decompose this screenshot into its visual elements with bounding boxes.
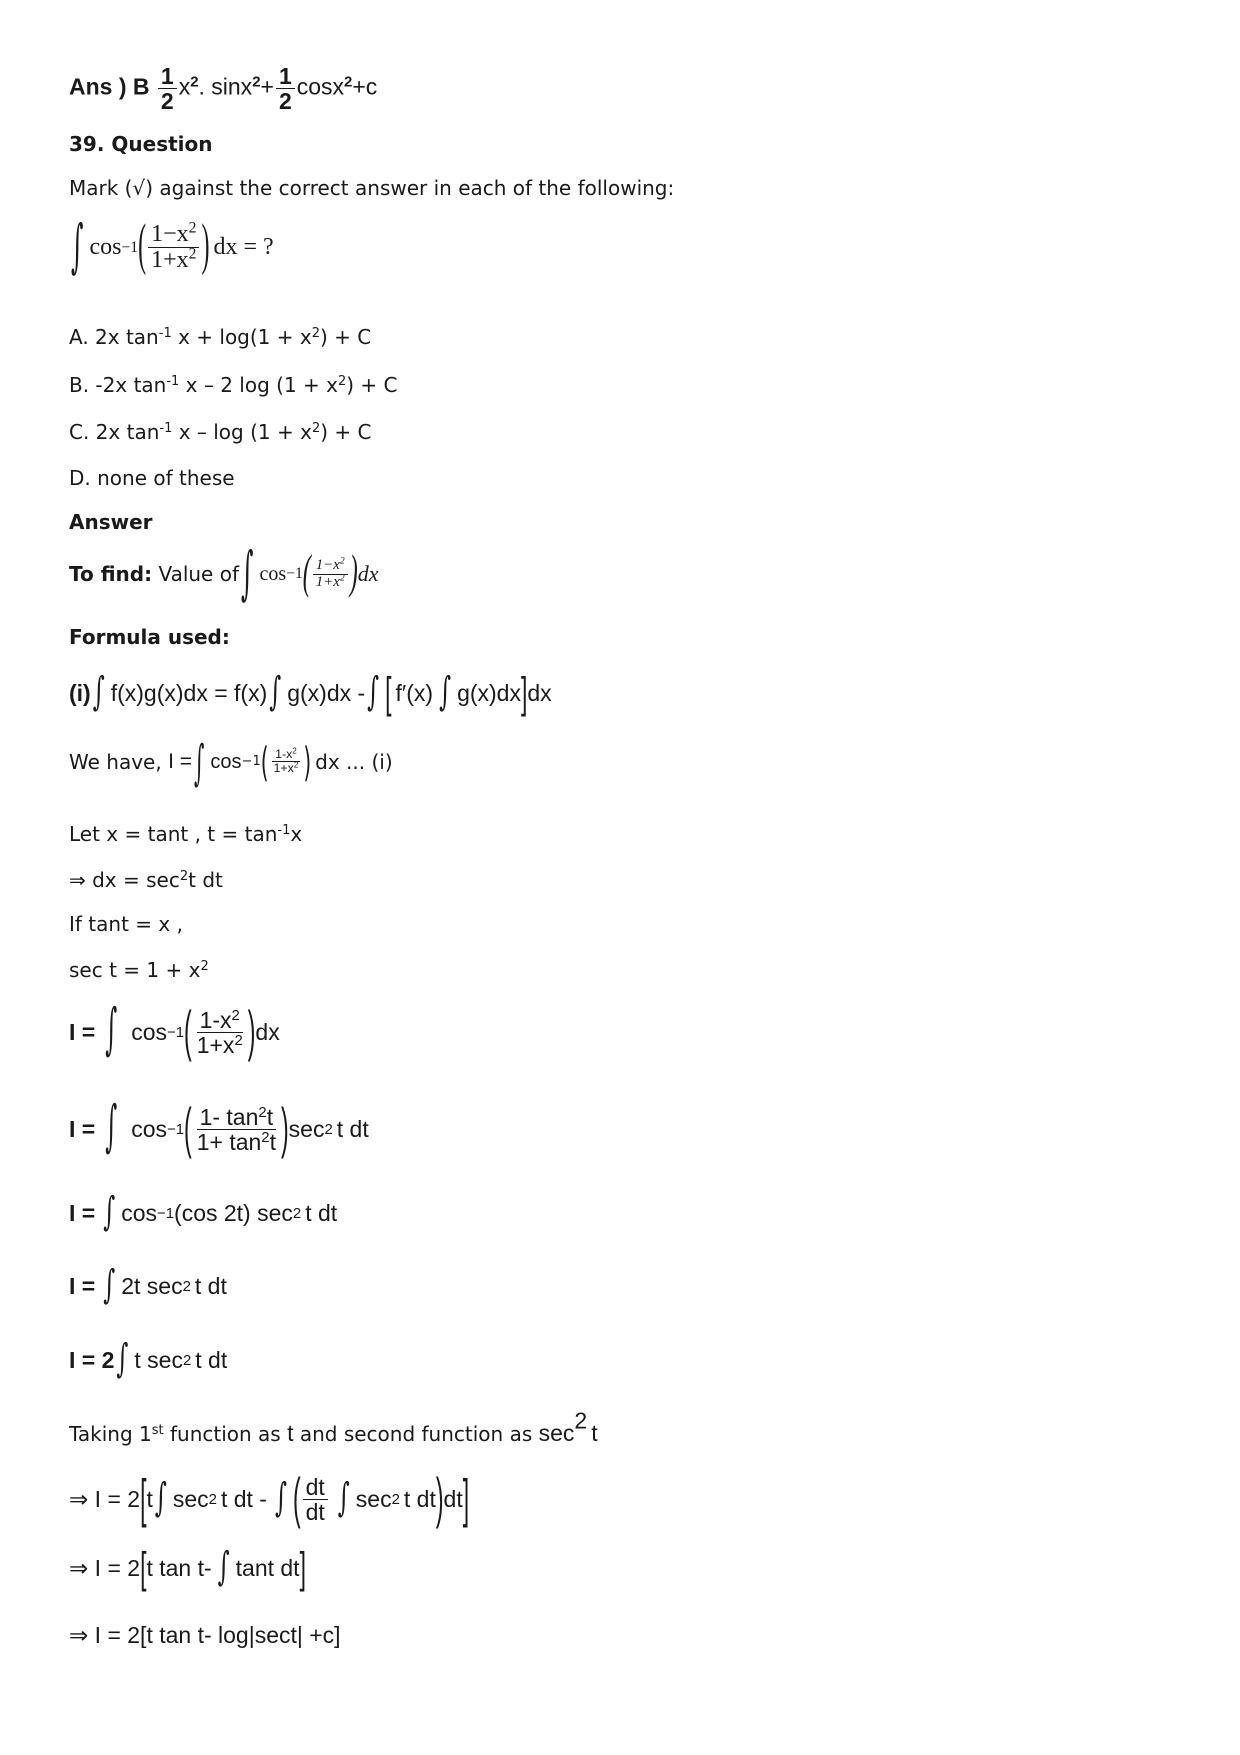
exponent: 2: [190, 73, 199, 91]
option-text: D. none of these: [69, 466, 235, 490]
option-text: A. 2x tan: [69, 325, 159, 349]
to-find-text: Value of: [158, 562, 239, 587]
formula-mid: g(x)dx -: [287, 680, 366, 706]
step-1: I = ∫ cos −1 ( $\frac{1-x^2}{1+x^2}$ ) dx: [69, 1008, 280, 1057]
right-bracket: ]: [299, 1542, 306, 1592]
taking-sup: st: [151, 1422, 164, 1438]
integral-sign: ∫: [241, 539, 254, 607]
taking-text: Taking 1: [69, 1422, 152, 1446]
right-bracket: ]: [462, 1467, 470, 1528]
step-body: (cos 2t) sec: [174, 1200, 293, 1226]
numerator-exp: 2: [188, 219, 197, 237]
step-body: t sec: [134, 1347, 183, 1373]
equation-lhs: I =: [69, 1018, 96, 1045]
equation-lhs: ⇒ I = 2: [69, 1555, 141, 1581]
final-inner: sec: [355, 1485, 392, 1512]
option-sup: -1: [166, 373, 180, 389]
option-text: ) + C: [320, 325, 372, 349]
equation-lhs: I =: [69, 1115, 96, 1142]
formula-label: Formula used:: [69, 625, 230, 649]
numerator-exp: 2: [258, 1103, 267, 1121]
formula-lhs: f(x)g(x)dx = f(x): [110, 680, 268, 706]
integral-sign: ∫: [194, 732, 205, 791]
final-t: t: [146, 1485, 153, 1512]
denominator-exp: 2: [234, 1031, 243, 1049]
left-paren: (: [184, 999, 192, 1062]
option-text: ) + C: [320, 420, 372, 444]
final-body: t tan t-: [146, 1555, 212, 1581]
numerator-text: 1- tan: [199, 1104, 259, 1130]
left-bracket: [: [140, 1542, 147, 1592]
option-text: x – 2 log (1 + x: [179, 373, 338, 397]
if-line: If tant = x ,: [69, 912, 183, 936]
fraction-numerator: dt: [303, 1475, 328, 1500]
fraction-denominator: 2: [278, 88, 292, 115]
fraction-numerator: [197, 1008, 243, 1033]
step-4: I = ∫ 2t sec 2 t dt: [69, 1273, 227, 1301]
final-end: tant dt: [235, 1555, 300, 1581]
equation-lhs: I = 2: [69, 1347, 115, 1373]
to-find-line: [69, 539, 379, 607]
left-paren: (: [302, 547, 311, 600]
formula-derivative: f′(x): [395, 680, 434, 706]
integral-sign: ∫: [274, 1476, 287, 1521]
formula-inner: g(x)dx: [457, 680, 521, 706]
step-body: 2t sec: [121, 1273, 183, 1299]
small-fraction: [313, 555, 348, 590]
derivative-fraction: [303, 1475, 328, 1524]
fraction-denominator: [271, 762, 302, 775]
cos-function: cos: [131, 1115, 167, 1142]
integral-sign: ∫: [105, 1096, 118, 1159]
equation-lhs: I =: [69, 1200, 96, 1226]
denominator-text: 1+ tan: [196, 1129, 262, 1156]
step-3: I = ∫ cos −1 (cos 2t) sec 2 t dt: [69, 1200, 337, 1228]
small-fraction: [271, 748, 302, 775]
integral-sign: ∫: [439, 670, 452, 715]
option-b[interactable]: [69, 373, 398, 397]
dx-text: ⇒ dx = sec: [69, 868, 180, 892]
fraction-denominator: [194, 1130, 279, 1154]
left-paren: (: [260, 737, 269, 786]
integral-sign: ∫: [337, 1476, 350, 1521]
numerator-text: 1−x: [151, 221, 189, 247]
answer-heading: Answer: [69, 510, 153, 534]
step-tail: sec: [288, 1115, 325, 1142]
right-paren: ): [247, 999, 256, 1062]
integral-sign: ∫: [217, 1545, 230, 1590]
step-end: t dt: [194, 1273, 227, 1299]
fraction-numerator: 1: [276, 64, 295, 89]
final-inner-end: t dt: [403, 1485, 436, 1512]
option-d[interactable]: [69, 466, 235, 490]
integral-tail: dx = ?: [213, 234, 274, 261]
left-paren: (: [138, 215, 147, 278]
step-end: t dt: [195, 1347, 228, 1373]
integrand-numerator: [148, 219, 199, 248]
option-sup: 2: [311, 420, 321, 436]
dx-text: t dt: [188, 868, 223, 892]
cos-function: cos: [89, 234, 122, 261]
denominator-text: 1+x: [273, 761, 294, 776]
integrand-fraction: [148, 219, 199, 274]
term-tail: +c: [352, 73, 378, 100]
final-tdt: t dt -: [220, 1485, 267, 1512]
denominator-exp: 2: [339, 572, 345, 584]
denominator-text: 1+x: [151, 247, 189, 274]
exponent: 2: [252, 73, 261, 91]
fraction-denominator: dt: [305, 1499, 325, 1526]
option-a[interactable]: [69, 325, 371, 349]
left-bracket: [: [140, 1467, 147, 1528]
denominator-text: 1+x: [196, 1032, 235, 1059]
left-paren: (: [292, 1466, 301, 1529]
option-sup: -1: [159, 420, 173, 436]
denominator-exp: 2: [188, 245, 197, 263]
step-fraction: [194, 1105, 279, 1154]
integral-sign: ∫: [367, 670, 380, 715]
sec-text: sec t = 1 + x: [69, 958, 201, 982]
numerator-t: t: [266, 1104, 274, 1130]
option-sup: -1: [158, 325, 172, 341]
half-fraction: [276, 64, 295, 113]
equation-lhs: ⇒ I = 2: [69, 1485, 141, 1512]
sec-line: [69, 958, 209, 982]
right-paren: ): [435, 1466, 444, 1529]
final-step-2: [69, 1542, 306, 1592]
formula-number: (i): [69, 680, 91, 706]
question-instruction: Mark (√) against the correct answer in each of the following:: [69, 176, 675, 200]
we-have-text: We have,: [69, 749, 162, 774]
sec-sup: 2: [200, 958, 209, 974]
question-integral: ∫ cos −1 ( $\frac{1-x^2}{1+x^2}$ ) dx = ?: [71, 213, 274, 281]
formula-line: [69, 667, 552, 717]
substitution-text: x: [290, 822, 303, 846]
term-sin: . sinx: [198, 73, 253, 100]
taking-exp: 2: [574, 1407, 588, 1434]
denominator-text: 1+x: [315, 573, 340, 590]
answer-label: Ans ) B: [69, 73, 150, 100]
numerator-exp: 2: [339, 555, 345, 567]
cos-function: cos: [259, 563, 287, 586]
numerator-text: 1-x: [275, 747, 293, 761]
right-paren: ): [201, 215, 210, 278]
denominator-exp: 2: [293, 760, 299, 770]
step-body: cos: [121, 1200, 157, 1226]
step-fraction: [194, 1008, 246, 1057]
step-5: I = 2 ∫ t sec 2 t dt: [69, 1347, 227, 1375]
taking-t: t: [287, 1420, 294, 1446]
fraction-denominator: [313, 572, 348, 591]
integral-sign: ∫: [154, 1476, 167, 1521]
previous-answer: [69, 64, 377, 113]
integral-sign: ∫: [103, 1190, 116, 1235]
substitution-sup: -1: [277, 822, 291, 838]
right-paren: ): [303, 737, 312, 786]
option-text: ) + C: [346, 373, 398, 397]
right-bracket: ]: [520, 667, 528, 717]
to-find-label: To find:: [69, 562, 153, 587]
substitution-line: [69, 822, 302, 846]
right-paren: ): [281, 1096, 289, 1159]
numerator-exp: 2: [292, 746, 297, 756]
equation-lhs: I =: [69, 1273, 96, 1299]
taking-sec: sec: [538, 1420, 575, 1446]
option-text: x – log (1 + x: [172, 420, 312, 444]
integral-sign: ∫: [103, 1263, 116, 1308]
we-have-tail: dx ... (i): [315, 749, 393, 774]
exponent: 2: [344, 73, 353, 91]
option-sup: 2: [311, 325, 320, 341]
taking-line: [69, 1407, 598, 1448]
taking-text: function as: [163, 1422, 281, 1446]
integral-sign: ∫: [71, 213, 84, 281]
fraction-numerator: [197, 1105, 277, 1130]
term-x: x: [178, 73, 191, 100]
half-fraction: [158, 64, 177, 113]
question-title: 39. Question: [69, 132, 213, 156]
numerator-text: 1−x: [315, 557, 340, 573]
step-2: I = ∫ cos −1 ( $\frac{1- \tan^2t}{1+ \tan^2t}$ ) sec 2 t dt: [69, 1105, 369, 1154]
plus: +: [260, 73, 274, 100]
denominator-exp: 2: [261, 1128, 270, 1146]
fraction-denominator: [194, 1033, 246, 1057]
step-end: t dt: [305, 1200, 338, 1226]
fraction-denominator: 2: [160, 88, 174, 115]
integral-sign: ∫: [105, 999, 118, 1062]
substitution-text: Let x = tant , t = tan: [69, 822, 278, 846]
option-text: x + log(1 + x: [171, 325, 312, 349]
taking-text: and second function as: [299, 1422, 533, 1446]
right-paren: ): [349, 547, 358, 600]
term-cos: cosx: [296, 73, 345, 100]
option-sup: 2: [337, 373, 347, 389]
integrand-denominator: [148, 245, 199, 274]
integral-sign: ∫: [92, 670, 105, 715]
final-sec: sec: [172, 1485, 209, 1512]
cos-function: cos: [131, 1018, 167, 1045]
taking-sec-t: t: [591, 1420, 598, 1446]
numerator-exp: 2: [231, 1006, 240, 1024]
left-paren: (: [184, 1096, 192, 1159]
integral-sign: ∫: [269, 670, 282, 715]
left-bracket: [: [385, 667, 392, 717]
integral-sign: ∫: [116, 1337, 129, 1382]
option-text: B. -2x tan: [69, 373, 167, 397]
step-tail: dx: [255, 1018, 280, 1045]
fraction-numerator: 1: [158, 64, 177, 89]
we-have-line: We have, I = ∫ cos −1 ( $\frac{1-x^2}{1+x^2}$ ) dx ... (i): [69, 732, 393, 791]
final-step-1: ⇒ I = 2 [ t ∫ sec 2 t dt - ∫ ( $\frac{dt}{dt}$ ∫ sec 2 t dt ) dt ]: [69, 1475, 469, 1524]
numerator-text: 1-x: [199, 1007, 232, 1033]
to-find-integral: ∫ cos −1 ( $\frac{1-x^2}{1+x^2}$ ) dx: [241, 539, 379, 607]
equation-lhs: I =: [168, 749, 192, 773]
formula-dx: dx: [527, 680, 552, 706]
dx-line: [69, 868, 223, 892]
final-step-3: ⇒ I = 2[t tan t- log|sect| +c]: [69, 1622, 341, 1648]
option-c[interactable]: [69, 420, 371, 444]
final-dt: dt: [443, 1485, 463, 1512]
dx-sup: 2: [179, 868, 189, 884]
step-tail: t dt: [336, 1115, 369, 1142]
option-text: C. 2x tan: [69, 420, 160, 444]
cos-function: cos: [210, 750, 242, 773]
denominator-t: t: [269, 1129, 276, 1156]
